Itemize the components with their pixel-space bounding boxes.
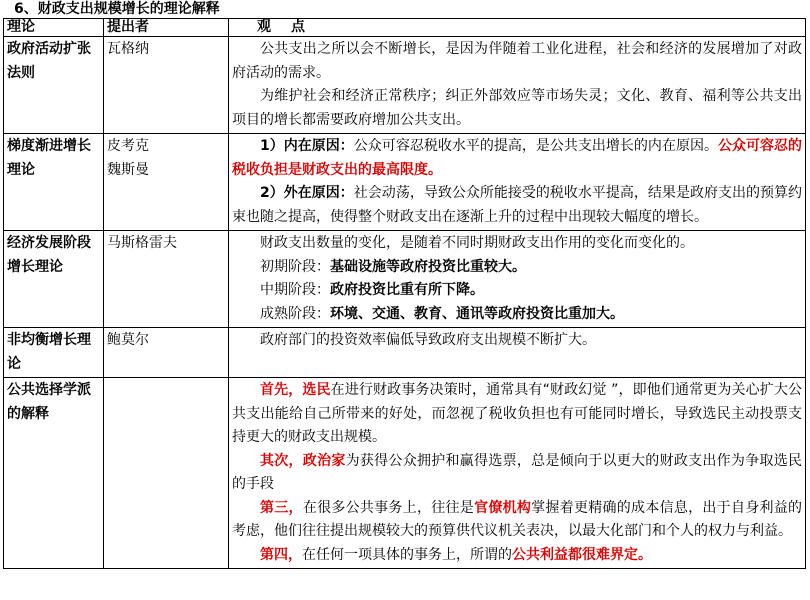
view-paragraph: 财政支出数量的变化，是随着不同时期财政支出作用的变化而变化的。 (260, 235, 694, 251)
view-paragraph: 第四，在任何一项具体的事务上，所谓的公共利益都很难界定。 (260, 546, 652, 563)
view-cell (229, 378, 806, 569)
view-paragraph: 首先，选民在进行财政事务决策时，通常具有“财政幻觉 ”，即他们通常更为关心扩大公共支出能给自己所带来的好处，而忽视了税收负担也有可能同时增长，导致选民主动投票支持更大的财政支出规模。 (232, 382, 802, 445)
theory-name: 公共选择学派的解释 (4, 378, 104, 569)
table-header-row (4, 19, 806, 37)
theory-name: 政府活动扩张法则 (4, 37, 104, 134)
proposer-name: 皮考克 魏斯曼 (104, 134, 229, 231)
proposer-name: 瓦格纳 (104, 37, 229, 134)
view-cell (229, 134, 806, 231)
stage-line: 成熟阶段：环境、交通、教育、通讯等政府投资比重加大。 (260, 305, 624, 322)
view-paragraph: 1）内在原因：公众可容忍税收水平的提高，是公共支出增长的内在原因。公众可容忍的税收负担是财政支出的最高限度。 (232, 138, 803, 178)
proposer-name (104, 378, 229, 569)
stage-line: 初期阶段：基础设施等政府投资比重较大。 (260, 258, 526, 275)
table-row (4, 37, 806, 134)
proposer-name: 鲍莫尔 (104, 328, 229, 378)
view-paragraph: 为维护社会和经济正常秩序；纠正外部效应等市场失灵；文化、教育、福利等公共支出项目的增长都需要政府增加公共支出。 (232, 88, 802, 128)
view-cell (229, 37, 806, 134)
theory-table (3, 18, 806, 569)
theory-name: 梯度渐进增长理论 (4, 134, 104, 231)
table-row (4, 231, 806, 328)
stage-line: 中期阶段：政府投资比重有所下降。 (260, 282, 484, 298)
view-paragraph: 其次，政治家为获得公众拥护和赢得选票，总是倾向于以更大的财政支出作为争取选民的手段 (232, 452, 803, 492)
table-row (4, 134, 806, 231)
header-view: 观 点 (229, 19, 806, 37)
view-paragraph: 公共支出之所以会不断增长，是因为伴随着工业化进程，社会和经济的发展增加了对政府活动的需求。 (232, 41, 802, 81)
header-theory: 理论 (4, 19, 104, 37)
theory-name: 非均衡增长理论 (4, 328, 104, 378)
table-row (4, 328, 806, 378)
view-cell (229, 328, 806, 378)
proposer-name: 马斯格雷夫 (104, 231, 229, 328)
view-cell (229, 231, 806, 328)
page-title: 6、财政支出规模增长的理论解释 (14, 1, 220, 17)
view-paragraph: 政府部门的投资效率偏低导致政府支出规模不断扩大。 (260, 332, 596, 348)
view-paragraph: 2）外在原因：社会动荡，导致公众所能接受的税收水平提高，结果是政府支出的预算约束也随之提高，使得整个财政支出在逐渐上升的过程中出现较大幅度的增长。 (232, 185, 802, 225)
highlight-text: 公众可容忍的税收负担是财政支出的最高限度。 (232, 138, 803, 178)
view-paragraph: 第三，在很多公共事务上，往往是官僚机构掌握着更精确的成本信息，出于自身利益的考虑，他们往往提出规模较大的预算供代议机关表决，以最大化部门和个人的权力与利益。 (232, 499, 803, 539)
header-proposer: 提出者 (104, 19, 229, 37)
theory-name: 经济发展阶段增长理论 (4, 231, 104, 328)
table-row (4, 378, 806, 569)
